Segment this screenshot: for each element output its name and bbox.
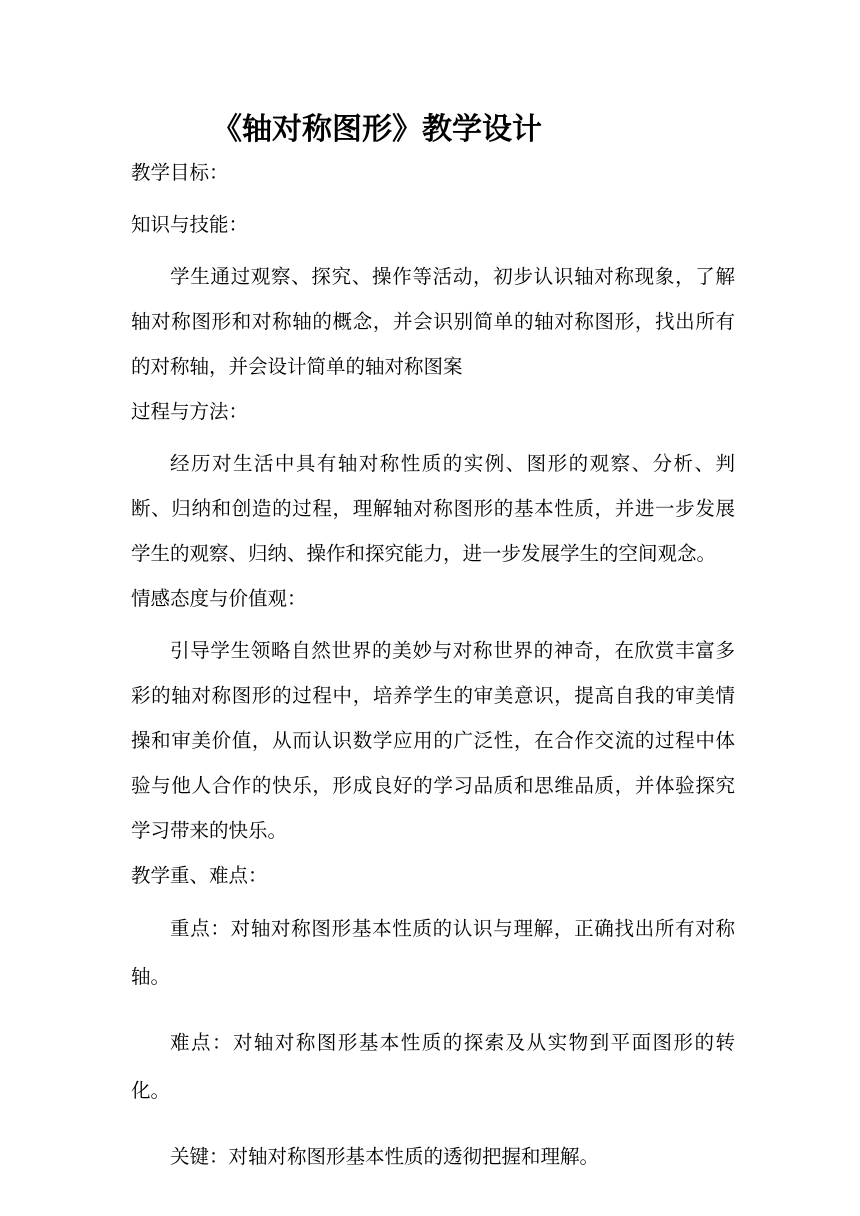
- emotion-values-paragraph: 引导学生领略自然世界的美妙与对称世界的神奇，在欣赏丰富多彩的轴对称图形的过程中，培养学生的审美意识，提高自我的审美情操和审美价值，从而认识数学应用的广泛性，在合作交流的过程中体验与他人合作的快乐，形成良好的学习品质和思维品质，并体验探究学习带来的快乐。: [131, 639, 735, 842]
- process-methods-heading: 过程与方法：: [131, 400, 249, 423]
- paragraph-spacer: [131, 1115, 735, 1133]
- emotion-values-heading: 情感态度与价值观：: [131, 587, 307, 610]
- document-body: [131, 150, 735, 1181]
- key-difficult-points-heading: 教学重、难点：: [131, 864, 268, 887]
- key-point-paragraph: 重点：对轴对称图形基本性质的认识与理解，正确找出所有对称轴。: [131, 917, 735, 988]
- knowledge-skills-heading: 知识与技能：: [131, 213, 249, 236]
- paragraph-spacer: [131, 1001, 735, 1019]
- teaching-goals-heading: 教学目标：: [131, 161, 229, 184]
- crux-paragraph: 关键：对轴对称图形基本性质的透彻把握和理解。: [170, 1145, 600, 1168]
- document-title: 《轴对称图形》教学设计: [212, 112, 542, 147]
- knowledge-skills-paragraph: 学生通过观察、探究、操作等活动，初步认识轴对称现象，了解轴对称图形和对称轴的概念，并会识别简单的轴对称图形，找出所有的对称轴，并会设计简单的轴对称图案: [131, 265, 735, 378]
- process-methods-paragraph: 经历对生活中具有轴对称性质的实例、图形的观察、分析、判断、归纳和创造的过程，理解轴对称图形的基本性质，并进一步发展学生的观察、归纳、操作和探究能力，进一步发展学生的空间观念。: [131, 452, 735, 565]
- difficulty-paragraph: 难点：对轴对称图形基本性质的探索及从实物到平面图形的转化。: [131, 1031, 735, 1102]
